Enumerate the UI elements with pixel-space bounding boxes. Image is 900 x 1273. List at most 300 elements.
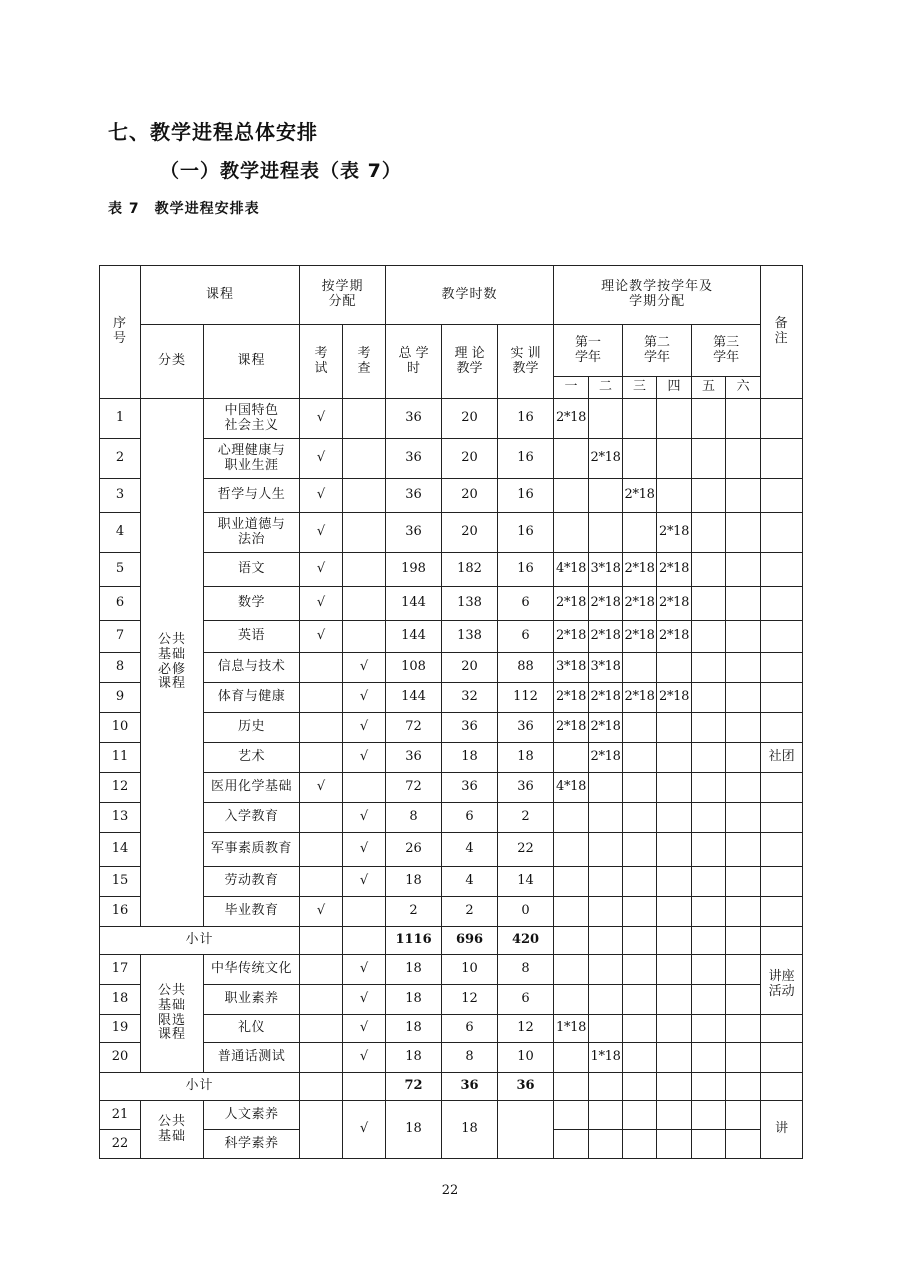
practice-hours: 16 bbox=[498, 479, 554, 513]
exam-mark bbox=[300, 683, 343, 713]
semester-5-cell bbox=[692, 683, 726, 713]
semester-3-cell: 2*18 bbox=[623, 621, 657, 653]
header-course-group: 课程 bbox=[141, 266, 300, 325]
remark-cell bbox=[761, 1043, 803, 1073]
semester-4-cell bbox=[657, 399, 692, 439]
total-hours: 36 bbox=[386, 439, 442, 479]
table-row bbox=[100, 773, 803, 803]
practice-hours: 16 bbox=[498, 399, 554, 439]
semester-4-cell bbox=[657, 1015, 692, 1043]
course-name: 毕业教育 bbox=[204, 897, 300, 927]
exam-mark bbox=[300, 955, 343, 985]
check-mark bbox=[343, 479, 386, 513]
practice-hours: 36 bbox=[498, 713, 554, 743]
check-mark: √ bbox=[343, 833, 386, 867]
header-category: 分类 bbox=[141, 325, 204, 399]
exam-mark bbox=[300, 653, 343, 683]
header-check: 考 查 bbox=[343, 325, 386, 399]
theory-hours: 8 bbox=[442, 1043, 498, 1073]
semester-3-cell bbox=[623, 985, 657, 1015]
semester-6-cell bbox=[726, 653, 761, 683]
practice-hours: 16 bbox=[498, 553, 554, 587]
table-row bbox=[100, 897, 803, 927]
table-row bbox=[100, 955, 803, 985]
semester-5-cell bbox=[692, 1101, 726, 1130]
semester-2-cell: 3*18 bbox=[589, 553, 623, 587]
practice-hours: 8 bbox=[498, 955, 554, 985]
theory-hours: 6 bbox=[442, 803, 498, 833]
semester-1-cell bbox=[554, 955, 589, 985]
semester-6-cell bbox=[726, 1015, 761, 1043]
semester-6-cell bbox=[726, 803, 761, 833]
row-number: 14 bbox=[100, 833, 141, 867]
theory-hours: 20 bbox=[442, 439, 498, 479]
remark-cell bbox=[761, 513, 803, 553]
course-name: 礼仪 bbox=[204, 1015, 300, 1043]
total-hours: 144 bbox=[386, 621, 442, 653]
exam-mark: √ bbox=[300, 773, 343, 803]
semester-4-cell bbox=[657, 803, 692, 833]
empty-cell bbox=[761, 1073, 803, 1101]
check-mark bbox=[343, 621, 386, 653]
section-heading: 七、教学进程总体安排 bbox=[108, 120, 318, 144]
semester-5-cell bbox=[692, 897, 726, 927]
semester-4-cell bbox=[657, 773, 692, 803]
header-sem4: 四 bbox=[657, 377, 692, 399]
remark-cell bbox=[761, 867, 803, 897]
remark-cell bbox=[761, 773, 803, 803]
exam-mark: √ bbox=[300, 479, 343, 513]
header-distribution: 理论教学按学年及 学期分配 bbox=[554, 266, 761, 325]
exam-mark: √ bbox=[300, 897, 343, 927]
header-sem3: 三 bbox=[623, 377, 657, 399]
empty-cell bbox=[657, 927, 692, 955]
header-course: 课程 bbox=[204, 325, 300, 399]
header-remark: 备 注 bbox=[761, 266, 803, 399]
semester-6-cell bbox=[726, 743, 761, 773]
theory-hours: 18 bbox=[442, 1101, 498, 1159]
header-row-1 bbox=[100, 266, 803, 325]
semester-5-cell bbox=[692, 653, 726, 683]
exam-mark: √ bbox=[300, 513, 343, 553]
page-number: 22 bbox=[441, 1183, 459, 1198]
remark-cell bbox=[761, 439, 803, 479]
check-mark: √ bbox=[343, 955, 386, 985]
semester-5-cell bbox=[692, 713, 726, 743]
semester-4-cell bbox=[657, 713, 692, 743]
table-row bbox=[100, 653, 803, 683]
remark-cell bbox=[761, 713, 803, 743]
semester-2-cell bbox=[589, 1015, 623, 1043]
semester-6-cell bbox=[726, 683, 761, 713]
header-sem6: 六 bbox=[726, 377, 761, 399]
check-mark: √ bbox=[343, 653, 386, 683]
remark-cell bbox=[761, 553, 803, 587]
semester-2-cell: 1*18 bbox=[589, 1043, 623, 1073]
semester-3-cell bbox=[623, 773, 657, 803]
table-row bbox=[100, 1043, 803, 1073]
practice-hours: 12 bbox=[498, 1015, 554, 1043]
semester-3-cell: 2*18 bbox=[623, 479, 657, 513]
semester-3-cell bbox=[623, 743, 657, 773]
semester-3-cell bbox=[623, 1043, 657, 1073]
semester-6-cell bbox=[726, 399, 761, 439]
table-row bbox=[100, 399, 803, 439]
practice-hours: 112 bbox=[498, 683, 554, 713]
category-cell: 公共 基础 必修 课程 bbox=[141, 399, 204, 927]
theory-hours: 20 bbox=[442, 653, 498, 683]
theory-hours: 2 bbox=[442, 897, 498, 927]
remark-cell bbox=[761, 1015, 803, 1043]
semester-3-cell bbox=[623, 1130, 657, 1159]
header-sem2: 二 bbox=[589, 377, 623, 399]
table-row bbox=[100, 713, 803, 743]
empty-cell bbox=[726, 1073, 761, 1101]
semester-5-cell bbox=[692, 743, 726, 773]
total-hours: 72 bbox=[386, 713, 442, 743]
category-cell: 公共 基础 限选 课程 bbox=[141, 955, 204, 1073]
theory-hours: 12 bbox=[442, 985, 498, 1015]
check-mark bbox=[343, 513, 386, 553]
semester-5-cell bbox=[692, 513, 726, 553]
semester-5-cell bbox=[692, 803, 726, 833]
empty-cell bbox=[623, 1073, 657, 1101]
table-row bbox=[100, 803, 803, 833]
row-number: 10 bbox=[100, 713, 141, 743]
semester-3-cell bbox=[623, 833, 657, 867]
remark-cell bbox=[761, 399, 803, 439]
remark-cell bbox=[761, 587, 803, 621]
exam-mark bbox=[300, 803, 343, 833]
practice-hours: 10 bbox=[498, 1043, 554, 1073]
empty-cell bbox=[300, 927, 343, 955]
practice-hours: 36 bbox=[498, 773, 554, 803]
table-row bbox=[100, 513, 803, 553]
total-hours: 36 bbox=[386, 399, 442, 439]
exam-mark: √ bbox=[300, 439, 343, 479]
semester-1-cell bbox=[554, 1043, 589, 1073]
semester-6-cell bbox=[726, 955, 761, 985]
semester-1-cell: 1*18 bbox=[554, 1015, 589, 1043]
practice-hours: 0 bbox=[498, 897, 554, 927]
semester-4-cell bbox=[657, 439, 692, 479]
semester-2-cell bbox=[589, 399, 623, 439]
semester-2-cell: 2*18 bbox=[589, 743, 623, 773]
header-sem1: 一 bbox=[554, 377, 589, 399]
table-row bbox=[100, 985, 803, 1015]
total-hours: 198 bbox=[386, 553, 442, 587]
check-mark: √ bbox=[343, 985, 386, 1015]
check-mark bbox=[343, 399, 386, 439]
semester-6-cell bbox=[726, 1043, 761, 1073]
header-assess: 按学期 分配 bbox=[300, 266, 386, 325]
header-exam: 考 试 bbox=[300, 325, 343, 399]
subtotal-practice: 420 bbox=[498, 927, 554, 955]
header-hours: 教学时数 bbox=[386, 266, 554, 325]
total-hours: 36 bbox=[386, 743, 442, 773]
subtotal-label: 小计 bbox=[100, 1073, 300, 1101]
total-hours: 18 bbox=[386, 1043, 442, 1073]
empty-cell bbox=[343, 1073, 386, 1101]
header-row-2 bbox=[100, 325, 803, 377]
course-name: 英语 bbox=[204, 621, 300, 653]
semester-6-cell bbox=[726, 867, 761, 897]
empty-cell bbox=[623, 927, 657, 955]
empty-cell bbox=[657, 1073, 692, 1101]
exam-mark bbox=[300, 985, 343, 1015]
semester-2-cell bbox=[589, 955, 623, 985]
semester-1-cell bbox=[554, 1130, 589, 1159]
table-row bbox=[100, 1101, 803, 1130]
subtotal-theory: 36 bbox=[442, 1073, 498, 1101]
semester-1-cell: 2*18 bbox=[554, 399, 589, 439]
semester-4-cell bbox=[657, 479, 692, 513]
semester-1-cell bbox=[554, 833, 589, 867]
theory-hours: 4 bbox=[442, 833, 498, 867]
check-mark: √ bbox=[343, 1101, 386, 1159]
semester-6-cell bbox=[726, 713, 761, 743]
total-hours: 36 bbox=[386, 513, 442, 553]
row-number: 1 bbox=[100, 399, 141, 439]
semester-6-cell bbox=[726, 985, 761, 1015]
course-name: 普通话测试 bbox=[204, 1043, 300, 1073]
semester-1-cell: 2*18 bbox=[554, 683, 589, 713]
row-number: 4 bbox=[100, 513, 141, 553]
semester-1-cell: 2*18 bbox=[554, 621, 589, 653]
semester-6-cell bbox=[726, 773, 761, 803]
course-name: 医用化学基础 bbox=[204, 773, 300, 803]
semester-1-cell: 4*18 bbox=[554, 773, 589, 803]
course-name: 数学 bbox=[204, 587, 300, 621]
total-hours: 18 bbox=[386, 985, 442, 1015]
semester-2-cell bbox=[589, 803, 623, 833]
row-number: 6 bbox=[100, 587, 141, 621]
row-number: 19 bbox=[100, 1015, 141, 1043]
total-hours: 72 bbox=[386, 773, 442, 803]
subtotal-label: 小计 bbox=[100, 927, 300, 955]
practice-hours bbox=[498, 1101, 554, 1159]
semester-1-cell bbox=[554, 803, 589, 833]
total-hours: 108 bbox=[386, 653, 442, 683]
semester-4-cell bbox=[657, 897, 692, 927]
header-year1: 第一 学年 bbox=[554, 325, 623, 377]
header-seq: 序 号 bbox=[100, 266, 141, 399]
total-hours: 18 bbox=[386, 955, 442, 985]
row-number: 18 bbox=[100, 985, 141, 1015]
theory-hours: 4 bbox=[442, 867, 498, 897]
remark-cell bbox=[761, 683, 803, 713]
table-row bbox=[100, 439, 803, 479]
exam-mark: √ bbox=[300, 587, 343, 621]
course-name: 职业素养 bbox=[204, 985, 300, 1015]
table-row bbox=[100, 833, 803, 867]
empty-cell bbox=[554, 1073, 589, 1101]
table-row bbox=[100, 587, 803, 621]
table-row bbox=[100, 553, 803, 587]
category-cell: 公共 基础 bbox=[141, 1101, 204, 1159]
check-mark bbox=[343, 439, 386, 479]
row-number: 13 bbox=[100, 803, 141, 833]
subsection-heading: （一）教学进程表（表 7） bbox=[160, 160, 402, 182]
semester-3-cell bbox=[623, 439, 657, 479]
practice-hours: 6 bbox=[498, 621, 554, 653]
total-hours: 18 bbox=[386, 1015, 442, 1043]
empty-cell bbox=[692, 927, 726, 955]
theory-hours: 20 bbox=[442, 479, 498, 513]
check-mark: √ bbox=[343, 713, 386, 743]
row-number: 11 bbox=[100, 743, 141, 773]
course-name: 艺术 bbox=[204, 743, 300, 773]
check-mark: √ bbox=[343, 1015, 386, 1043]
check-mark bbox=[343, 553, 386, 587]
exam-mark bbox=[300, 1101, 343, 1159]
semester-6-cell bbox=[726, 833, 761, 867]
row-number: 22 bbox=[100, 1130, 141, 1159]
semester-6-cell bbox=[726, 479, 761, 513]
table-row bbox=[100, 479, 803, 513]
course-name: 中华传统文化 bbox=[204, 955, 300, 985]
semester-1-cell bbox=[554, 479, 589, 513]
semester-1-cell: 4*18 bbox=[554, 553, 589, 587]
exam-mark: √ bbox=[300, 399, 343, 439]
course-name: 入学教育 bbox=[204, 803, 300, 833]
subtotal-theory: 696 bbox=[442, 927, 498, 955]
semester-3-cell bbox=[623, 713, 657, 743]
semester-2-cell bbox=[589, 985, 623, 1015]
semester-4-cell: 2*18 bbox=[657, 683, 692, 713]
semester-3-cell bbox=[623, 955, 657, 985]
exam-mark: √ bbox=[300, 621, 343, 653]
empty-cell bbox=[761, 927, 803, 955]
semester-2-cell: 2*18 bbox=[589, 587, 623, 621]
remark-cell bbox=[761, 479, 803, 513]
row-number: 20 bbox=[100, 1043, 141, 1073]
remark-cell bbox=[761, 803, 803, 833]
semester-6-cell bbox=[726, 439, 761, 479]
semester-3-cell: 2*18 bbox=[623, 683, 657, 713]
practice-hours: 14 bbox=[498, 867, 554, 897]
semester-3-cell: 2*18 bbox=[623, 587, 657, 621]
semester-2-cell bbox=[589, 1101, 623, 1130]
semester-6-cell bbox=[726, 1130, 761, 1159]
semester-4-cell bbox=[657, 1130, 692, 1159]
header-practice: 实 训 教学 bbox=[498, 325, 554, 399]
exam-mark: √ bbox=[300, 553, 343, 587]
practice-hours: 16 bbox=[498, 513, 554, 553]
row-number: 17 bbox=[100, 955, 141, 985]
remark-cell bbox=[761, 833, 803, 867]
empty-cell bbox=[589, 1073, 623, 1101]
row-number: 16 bbox=[100, 897, 141, 927]
empty-cell bbox=[726, 927, 761, 955]
row-number: 15 bbox=[100, 867, 141, 897]
row-number: 2 bbox=[100, 439, 141, 479]
course-name: 科学素养 bbox=[204, 1130, 300, 1159]
practice-hours: 16 bbox=[498, 439, 554, 479]
semester-2-cell: 2*18 bbox=[589, 713, 623, 743]
exam-mark bbox=[300, 833, 343, 867]
course-name: 心理健康与 职业生涯 bbox=[204, 439, 300, 479]
practice-hours: 22 bbox=[498, 833, 554, 867]
course-name: 军事素质教育 bbox=[204, 833, 300, 867]
empty-cell bbox=[554, 927, 589, 955]
semester-4-cell bbox=[657, 985, 692, 1015]
semester-3-cell bbox=[623, 399, 657, 439]
subtotal-total: 1116 bbox=[386, 927, 442, 955]
semester-2-cell bbox=[589, 833, 623, 867]
semester-4-cell bbox=[657, 653, 692, 683]
theory-hours: 20 bbox=[442, 399, 498, 439]
semester-3-cell bbox=[623, 803, 657, 833]
practice-hours: 88 bbox=[498, 653, 554, 683]
practice-hours: 2 bbox=[498, 803, 554, 833]
semester-5-cell bbox=[692, 1043, 726, 1073]
theory-hours: 138 bbox=[442, 621, 498, 653]
remark-cell: 讲座 活动 bbox=[761, 955, 803, 1015]
row-number: 7 bbox=[100, 621, 141, 653]
semester-4-cell bbox=[657, 1043, 692, 1073]
semester-2-cell bbox=[589, 773, 623, 803]
row-number: 8 bbox=[100, 653, 141, 683]
semester-5-cell bbox=[692, 985, 726, 1015]
semester-1-cell: 2*18 bbox=[554, 587, 589, 621]
semester-4-cell bbox=[657, 743, 692, 773]
theory-hours: 36 bbox=[442, 773, 498, 803]
semester-6-cell bbox=[726, 621, 761, 653]
semester-6-cell bbox=[726, 1101, 761, 1130]
semester-5-cell bbox=[692, 621, 726, 653]
check-mark: √ bbox=[343, 1043, 386, 1073]
subtotal-practice: 36 bbox=[498, 1073, 554, 1101]
semester-4-cell: 2*18 bbox=[657, 553, 692, 587]
exam-mark bbox=[300, 1043, 343, 1073]
exam-mark bbox=[300, 743, 343, 773]
semester-1-cell bbox=[554, 897, 589, 927]
semester-3-cell bbox=[623, 513, 657, 553]
course-name: 历史 bbox=[204, 713, 300, 743]
remark-cell: 讲 bbox=[761, 1101, 803, 1159]
semester-1-cell: 3*18 bbox=[554, 653, 589, 683]
check-mark bbox=[343, 897, 386, 927]
header-sem5: 五 bbox=[692, 377, 726, 399]
semester-5-cell bbox=[692, 399, 726, 439]
semester-5-cell bbox=[692, 1015, 726, 1043]
teaching-schedule-table bbox=[99, 265, 803, 1159]
semester-6-cell bbox=[726, 513, 761, 553]
semester-2-cell bbox=[589, 1130, 623, 1159]
check-mark: √ bbox=[343, 743, 386, 773]
header-year3: 第三 学年 bbox=[692, 325, 761, 377]
course-name: 信息与技术 bbox=[204, 653, 300, 683]
table-caption: 表 7 教学进程安排表 bbox=[108, 201, 260, 217]
table-row bbox=[100, 683, 803, 713]
semester-5-cell bbox=[692, 439, 726, 479]
check-mark bbox=[343, 773, 386, 803]
theory-hours: 18 bbox=[442, 743, 498, 773]
remark-cell bbox=[761, 653, 803, 683]
semester-4-cell bbox=[657, 955, 692, 985]
semester-2-cell bbox=[589, 513, 623, 553]
semester-4-cell bbox=[657, 833, 692, 867]
row-number: 12 bbox=[100, 773, 141, 803]
semester-6-cell bbox=[726, 553, 761, 587]
header-total: 总 学 时 bbox=[386, 325, 442, 399]
row-number: 9 bbox=[100, 683, 141, 713]
semester-3-cell bbox=[623, 653, 657, 683]
course-name: 中国特色 社会主义 bbox=[204, 399, 300, 439]
semester-2-cell: 3*18 bbox=[589, 653, 623, 683]
semester-2-cell: 2*18 bbox=[589, 621, 623, 653]
